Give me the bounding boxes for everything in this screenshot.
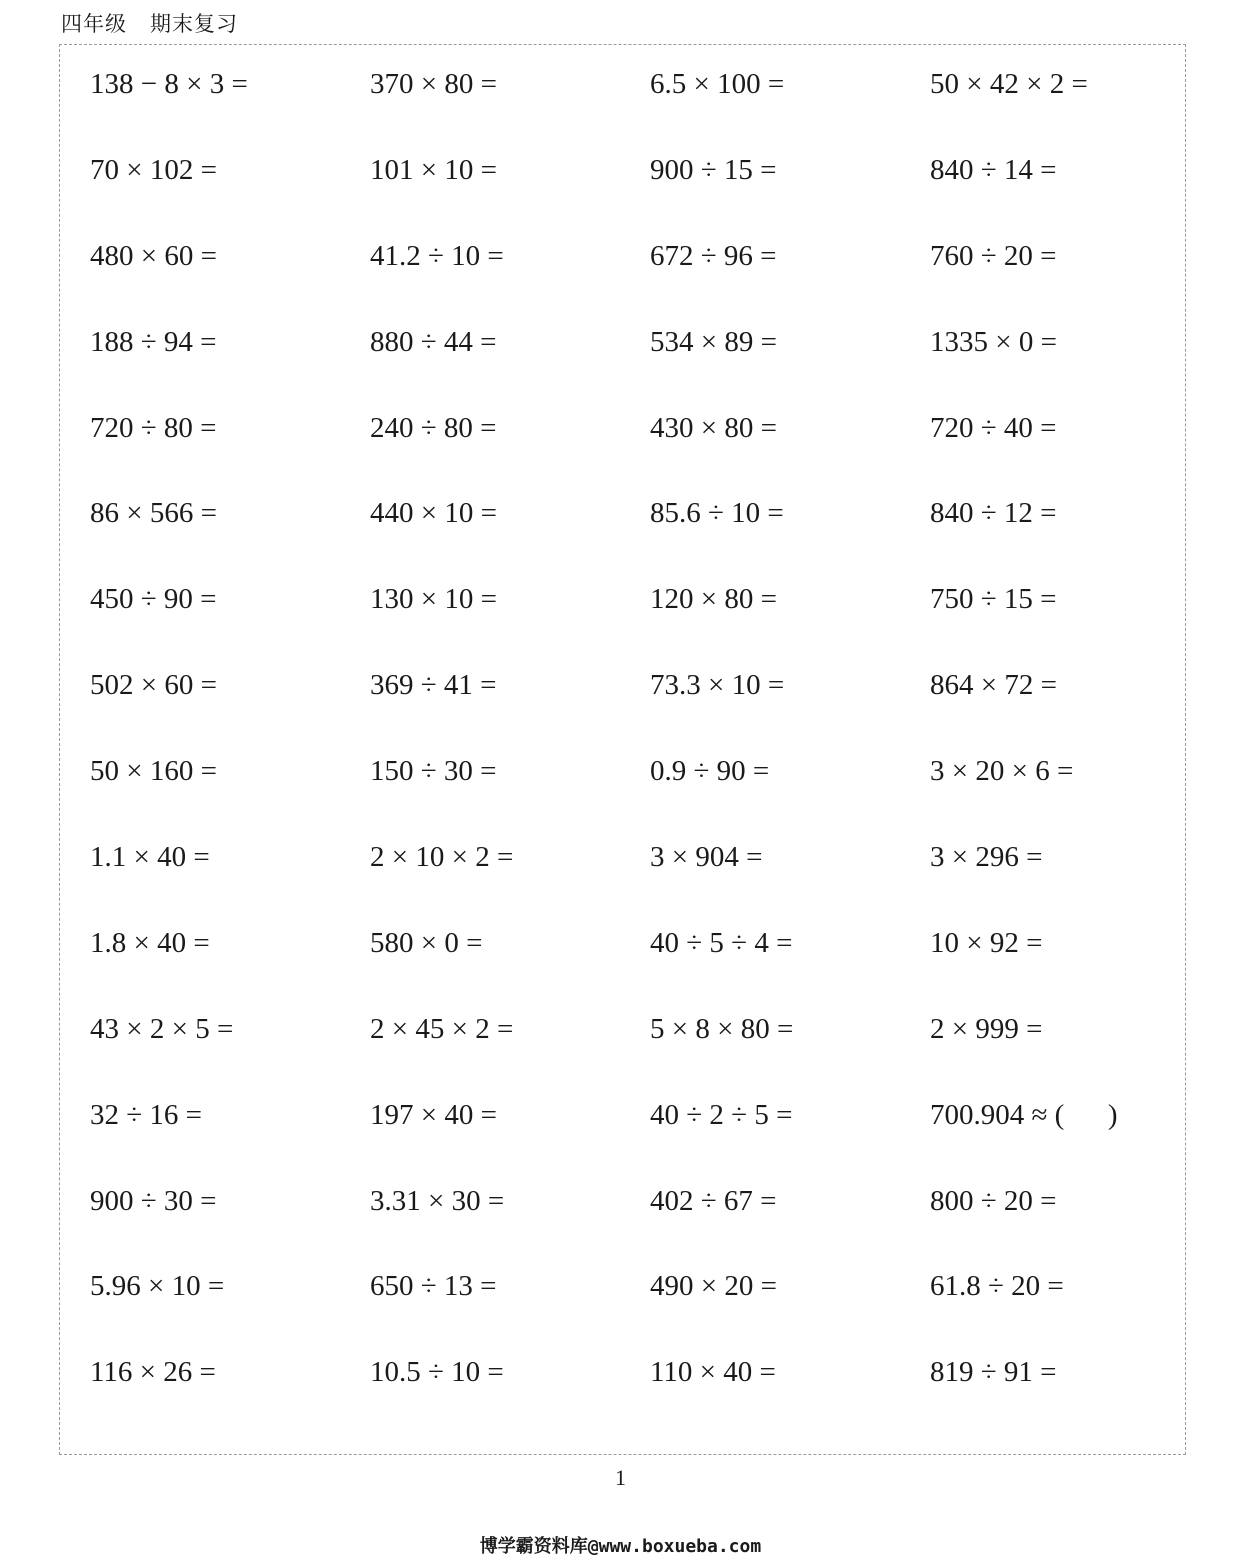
exercise-row xyxy=(90,60,1210,146)
math-problem: 188 ÷ 94 = xyxy=(90,325,217,358)
math-problem: 880 ÷ 44 = xyxy=(370,325,497,358)
exercise-row xyxy=(90,1348,1210,1434)
math-problem: 900 ÷ 15 = xyxy=(650,153,777,186)
math-problem: 150 ÷ 30 = xyxy=(370,755,497,788)
math-problem: 2 × 45 × 2 = xyxy=(370,1012,514,1045)
math-problem: 240 ÷ 80 = xyxy=(370,411,497,444)
math-problem: 819 ÷ 91 = xyxy=(930,1356,1057,1389)
math-problem: 130 × 10 = xyxy=(370,583,497,616)
exercise-row xyxy=(90,661,1210,747)
math-problem: 41.2 ÷ 10 = xyxy=(370,239,504,272)
math-problem: 32 ÷ 16 = xyxy=(90,1098,203,1131)
math-problem: 720 ÷ 40 = xyxy=(930,411,1057,444)
math-problem: 580 × 0 = xyxy=(370,926,483,959)
math-problem: 840 ÷ 14 = xyxy=(930,153,1057,186)
math-problem: 800 ÷ 20 = xyxy=(930,1184,1057,1217)
math-problem: 5.96 × 10 = xyxy=(90,1270,225,1303)
math-problem: 650 ÷ 13 = xyxy=(370,1270,497,1303)
math-problem: 61.8 ÷ 20 = xyxy=(930,1270,1064,1303)
math-problem: 720 ÷ 80 = xyxy=(90,411,217,444)
math-problem: 73.3 × 10 = xyxy=(650,669,785,702)
math-problem: 40 ÷ 5 ÷ 4 = xyxy=(650,926,793,959)
math-problem: 70 × 102 = xyxy=(90,153,217,186)
exercise-grid xyxy=(90,60,1210,1434)
exercise-row xyxy=(90,833,1210,919)
math-problem: 50 × 160 = xyxy=(90,755,217,788)
math-problem: 440 × 10 = xyxy=(370,497,497,530)
exercise-row xyxy=(90,1091,1210,1177)
math-problem: 10 × 92 = xyxy=(930,926,1043,959)
page-number: 1 xyxy=(615,1465,626,1490)
math-problem: 369 ÷ 41 = xyxy=(370,669,497,702)
math-problem: 116 × 26 = xyxy=(90,1356,216,1389)
math-problem: 3 × 904 = xyxy=(650,841,763,874)
math-problem: 3.31 × 30 = xyxy=(370,1184,505,1217)
math-problem: 3 × 20 × 6 = xyxy=(930,755,1074,788)
math-problem: 2 × 10 × 2 = xyxy=(370,841,514,874)
math-problem: 6.5 × 100 = xyxy=(650,68,785,100)
exercise-row xyxy=(90,146,1210,232)
math-problem: 700.904 ≈ ( ) xyxy=(930,1098,1118,1131)
math-problem: 402 ÷ 67 = xyxy=(650,1184,777,1217)
math-problem: 840 ÷ 12 = xyxy=(930,497,1057,530)
math-problem: 490 × 20 = xyxy=(650,1270,777,1303)
exercise-row xyxy=(90,404,1210,490)
math-problem: 85.6 ÷ 10 = xyxy=(650,497,784,530)
exercise-row xyxy=(90,919,1210,1005)
math-problem: 5 × 8 × 80 = xyxy=(650,1012,794,1045)
math-problem: 370 × 80 = xyxy=(370,68,497,100)
exercise-row xyxy=(90,1005,1210,1091)
math-problem: 86 × 566 = xyxy=(90,497,217,530)
footer-watermark: 博学霸资料库@www.boxueba.com xyxy=(479,1536,762,1557)
math-problem: 138 − 8 × 3 = xyxy=(90,68,248,100)
math-problem: 1335 × 0 = xyxy=(930,325,1057,358)
exercise-row xyxy=(90,747,1210,833)
math-problem: 450 ÷ 90 = xyxy=(90,583,217,616)
exercise-row xyxy=(90,1262,1210,1348)
page-header: 四年级 期末复习 xyxy=(61,12,239,36)
math-problem: 1.1 × 40 = xyxy=(90,841,210,874)
math-problem: 864 × 72 = xyxy=(930,669,1057,702)
math-problem: 110 × 40 = xyxy=(650,1356,776,1389)
math-problem: 672 ÷ 96 = xyxy=(650,239,777,272)
math-problem: 10.5 ÷ 10 = xyxy=(370,1356,504,1389)
exercise-row xyxy=(90,318,1210,404)
math-problem: 480 × 60 = xyxy=(90,239,217,272)
math-problem: 43 × 2 × 5 = xyxy=(90,1012,234,1045)
exercise-row xyxy=(90,489,1210,575)
math-problem: 197 × 40 = xyxy=(370,1098,497,1131)
exercise-row xyxy=(90,232,1210,318)
math-problem: 1.8 × 40 = xyxy=(90,926,210,959)
math-problem: 0.9 ÷ 90 = xyxy=(650,755,770,788)
math-problem: 50 × 42 × 2 = xyxy=(930,68,1088,100)
math-problem: 120 × 80 = xyxy=(650,583,777,616)
math-problem: 40 ÷ 2 ÷ 5 = xyxy=(650,1098,793,1131)
math-problem: 3 × 296 = xyxy=(930,841,1043,874)
math-problem: 534 × 89 = xyxy=(650,325,777,358)
math-problem: 101 × 10 = xyxy=(370,153,497,186)
exercise-row xyxy=(90,1177,1210,1263)
math-problem: 2 × 999 = xyxy=(930,1012,1043,1045)
math-problem: 750 ÷ 15 = xyxy=(930,583,1057,616)
math-problem: 900 ÷ 30 = xyxy=(90,1184,217,1217)
math-problem: 760 ÷ 20 = xyxy=(930,239,1057,272)
math-problem: 502 × 60 = xyxy=(90,669,217,702)
math-problem: 430 × 80 = xyxy=(650,411,777,444)
exercise-row xyxy=(90,575,1210,661)
